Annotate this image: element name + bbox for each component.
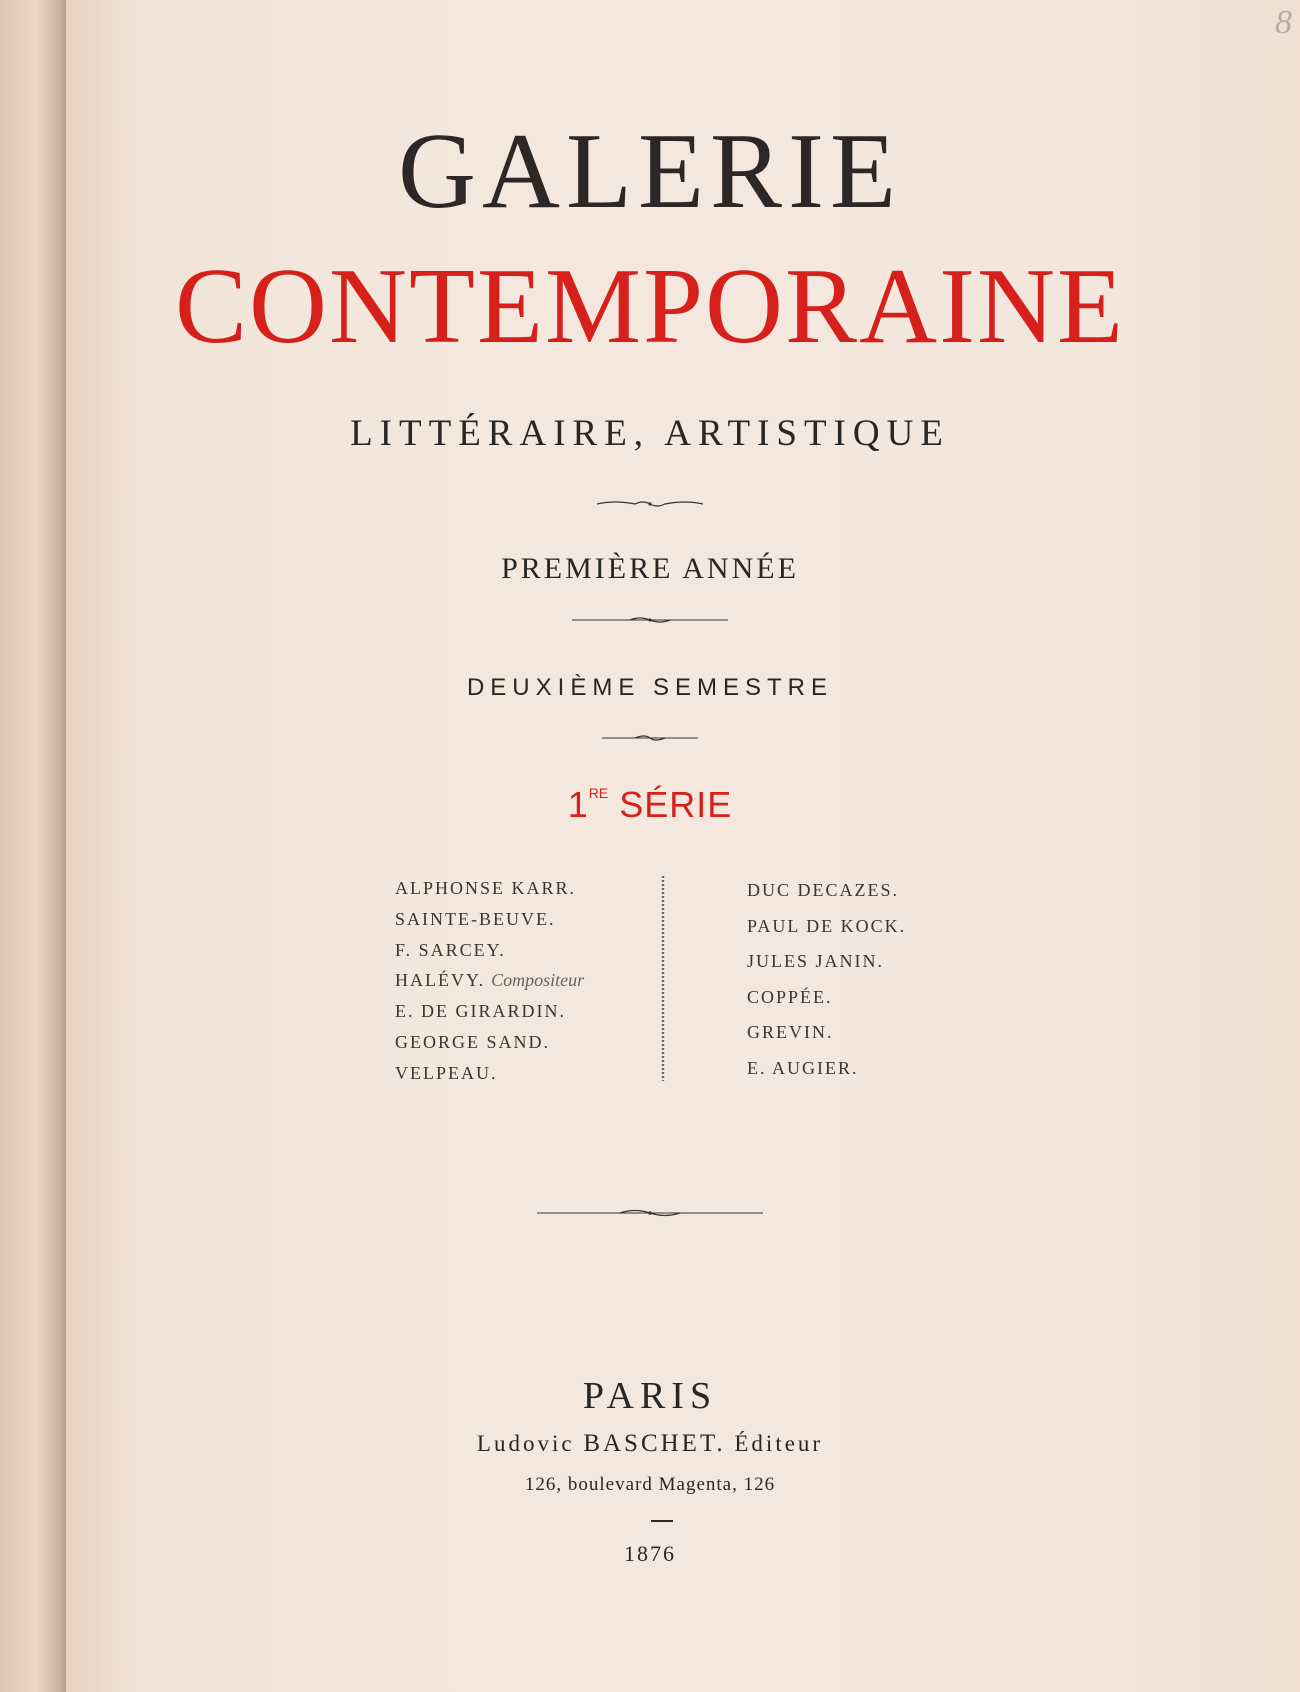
imprint-year: 1876 xyxy=(624,1541,676,1566)
series-number: 1 xyxy=(567,784,589,825)
name-entry: E. AUGIER. xyxy=(747,1057,859,1078)
imprint-city: PARIS xyxy=(582,1375,718,1417)
ornament-divider-2 xyxy=(0,613,1300,627)
subtitle: LITTÉRAIRE, ARTISTIQUE xyxy=(350,413,950,454)
name-entry: VELPEAU. xyxy=(395,1062,498,1083)
semester-label: DEUXIÈME SEMESTRE xyxy=(466,674,834,701)
publisher-first-name: Ludovic xyxy=(476,1431,575,1456)
name-entry: SAINTE-BEUVE. xyxy=(395,908,556,929)
imprint-publisher xyxy=(0,1430,1300,1458)
ornament-divider-4 xyxy=(0,1206,1300,1220)
series-heading xyxy=(0,784,1300,826)
ornament-divider-1 xyxy=(0,497,1300,511)
title-galerie: GALERIE xyxy=(398,112,902,231)
name-entry: PAUL DE KOCK. xyxy=(747,915,907,936)
name-entry: GEORGE SAND. xyxy=(395,1031,551,1052)
publisher-role: Éditeur xyxy=(734,1431,824,1456)
publisher-name: BASCHET. xyxy=(583,1430,726,1457)
name-entry-with-note xyxy=(395,965,584,996)
ornament-divider-3 xyxy=(0,731,1300,745)
names-column-right xyxy=(747,873,906,1087)
imprint-address: 126, boulevard Magenta, 126 xyxy=(524,1474,776,1495)
names-column-left xyxy=(395,873,584,1089)
year-label: PREMIÈRE ANNÉE xyxy=(501,552,799,585)
name-entry: ALPHONSE KARR. xyxy=(395,878,577,898)
corner-mark: 8 xyxy=(1275,4,1292,41)
series-suffix: RE xyxy=(588,785,609,801)
name-entry: GREVIN. xyxy=(747,1022,834,1043)
name-entry: F. SARCEY. xyxy=(395,939,506,960)
title-contemporaine: CONTEMPORAINE xyxy=(174,247,1125,366)
name-entry: COPPÉE. xyxy=(747,986,833,1007)
name-entry: E. DE GIRARDIN. xyxy=(395,1001,566,1022)
name-entry: HALÉVY. xyxy=(395,970,486,991)
name-entry: DUC DECAZES. xyxy=(747,880,900,900)
imprint-dash xyxy=(651,1520,673,1522)
name-entry: JULES JANIN. xyxy=(747,951,885,972)
handwritten-note: Compositeur xyxy=(491,970,585,991)
series-label: SÉRIE xyxy=(619,784,733,825)
